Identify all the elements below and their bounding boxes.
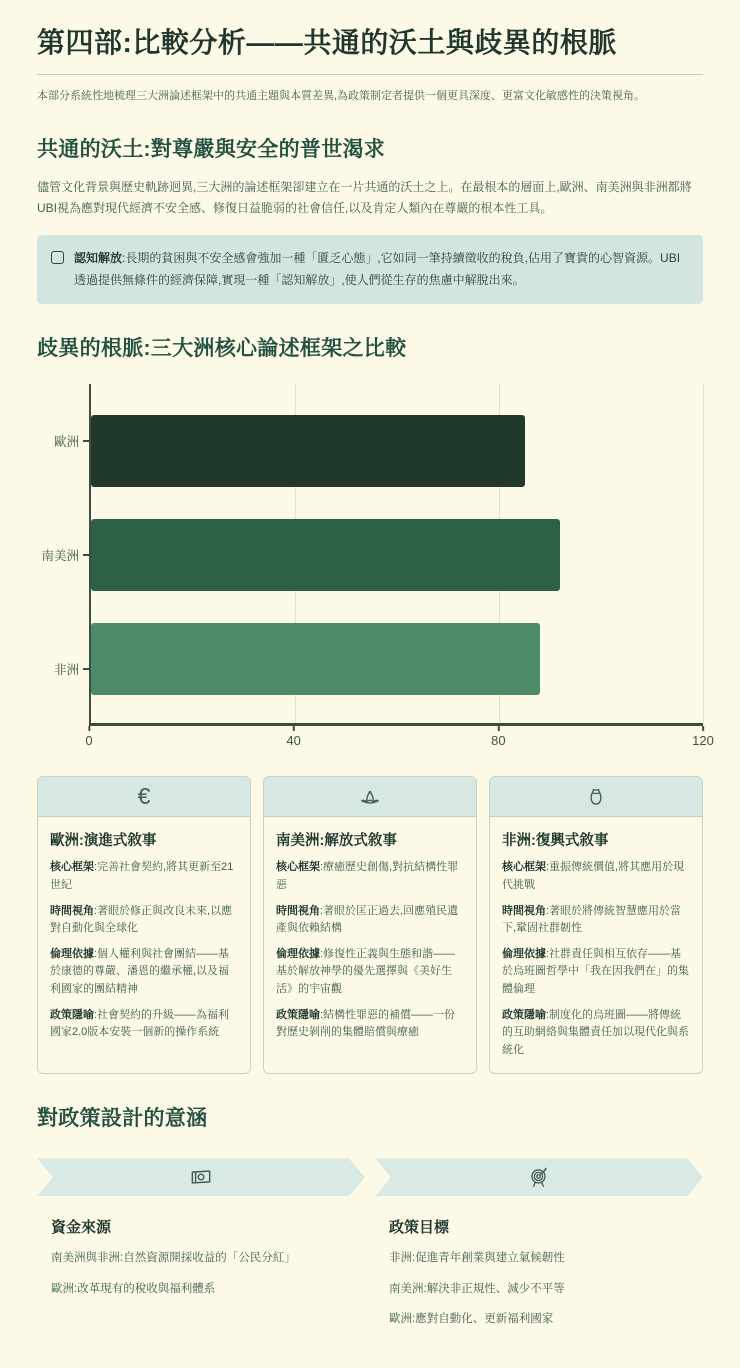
comparison-cards [37, 776, 703, 1074]
card-title: 南美洲:解放式敘事 [276, 833, 397, 850]
common-ground-paragraph: 儘管文化背景與歷史軌跡迥異,三大洲的論述框架卻建立在一片共通的沃土之上。在最根本的層面上,歐洲、南美洲與非洲都將UBI視為應對現代經濟不安全感、修復日益脆弱的社會信任,以及肯定人類內在尊嚴的根本性工具。 [37, 180, 692, 216]
callout-label: 認知解放 [74, 251, 123, 266]
card-europe [37, 776, 251, 1074]
card-title: 歐洲:演進式敘事 [50, 833, 157, 850]
chart-bar-歐洲 [91, 415, 525, 487]
x-axis-tick-label: 120 [692, 733, 714, 749]
policy-item: 非洲:促進青年創業與建立氣候韌性 [389, 1252, 565, 1265]
callout-text: 認知解放:長期的貧困與不安全感會強加一種「匱乏心態」,它如同一筆持續徵收的稅負,佔用了寶貴的心智資源。UBI透過提供無條件的經濟保障,實現一種「認知解放」,使人們從生存的焦慮中解脫出來。 [74, 251, 681, 287]
y-axis-label: 非洲 [37, 612, 89, 726]
chart-plot-area [89, 384, 703, 726]
banknote-icon [188, 1164, 214, 1190]
x-axis-tick-label: 40 [286, 733, 301, 749]
section-heading-policy: 對政策設計的意涵 [37, 1107, 208, 1131]
policy-banners [37, 1158, 703, 1196]
chart-bar-row [91, 607, 703, 711]
callout-cognitive-liberation [37, 235, 703, 304]
card-item: 政策隱喻:結構性罪惡的補償——一份對歷史剝削的集體賠償與療癒 [276, 1008, 456, 1039]
card-south-america-header [264, 777, 476, 817]
card-item: 時間視角:著眼於將傳統智慧應用於當下,鞏固社群韌性 [502, 904, 682, 935]
policy-item: 南美洲與非洲:自然資源開採收益的「公民分紅」 [51, 1252, 296, 1265]
card-africa-body [490, 817, 702, 1073]
intro-paragraph: 本部分系統性地梳理三大洲論述框架中的共通主題與本質差異,為政策制定者提供一個更具深度、更富文化敏感性的決策視角。 [37, 89, 646, 102]
card-europe-body [38, 817, 250, 1055]
banner-goals [375, 1158, 703, 1196]
policy-column-goals [375, 1210, 703, 1328]
note-icon [51, 251, 64, 264]
card-item: 核心框架:重振傳統價值,將其應用於現代挑戰 [502, 861, 685, 891]
card-item: 時間視角:著眼於修正與改良未來,以應對自動化與全球化 [50, 904, 233, 935]
y-axis-label: 歐洲 [37, 384, 89, 498]
policy-item: 歐洲:應對自動化、更新福利國家 [389, 1312, 554, 1325]
section-heading-chart: 歧異的根脈:三大洲核心論述框架之比較 [37, 337, 407, 361]
card-south-america [263, 776, 477, 1074]
card-item: 政策隱喻:制度化的烏班圖——將傳統的互助網絡與集體責任加以現代化與系統化 [502, 1008, 689, 1056]
banner-funding [37, 1158, 365, 1196]
card-africa [489, 776, 703, 1074]
bar-chart [37, 384, 714, 752]
chart-bar-非洲 [91, 623, 540, 695]
policy-item: 歐洲:改革現有的稅收與福利體系 [51, 1282, 216, 1295]
pot-icon [583, 784, 609, 810]
chart-x-axis-labels [85, 726, 714, 752]
card-item: 核心框架:療癒歷史創傷,對抗結構性罪惡 [276, 861, 459, 891]
card-europe-header [38, 777, 250, 817]
card-item: 倫理依據:個人權利與社會團結——基於康德的尊嚴、潘恩的繼承權,以及福利國家的團結精神 [50, 947, 230, 995]
policy-column-title: 政策目標 [389, 1219, 450, 1237]
chart-bar-row [91, 398, 703, 502]
card-item: 倫理依據:修復性正義與生態和諧——基於解放神學的優先選擇與《美好生活》的宇宙觀 [276, 947, 456, 995]
x-axis-tick-label: 80 [491, 733, 506, 749]
card-south-america-body [264, 817, 476, 1055]
chart-bar-南美洲 [91, 519, 560, 591]
policy-columns [37, 1210, 703, 1328]
euro-icon: € [137, 783, 151, 810]
section-heading-common-ground: 共通的沃土:對尊嚴與安全的普世渴求 [37, 138, 386, 162]
chart-gridline [703, 384, 704, 723]
card-item: 政策隱喻:社會契約的升級——為福利國家2.0版本安裝一個新的操作系統 [50, 1008, 230, 1039]
policy-column-funding [37, 1210, 365, 1328]
chart-bar-row [91, 503, 703, 607]
chart-y-axis-labels [37, 384, 89, 726]
card-africa-header [490, 777, 702, 817]
x-axis-tick-label: 0 [85, 733, 93, 749]
target-icon [526, 1164, 552, 1190]
card-title: 非洲:復興式敘事 [502, 833, 609, 850]
card-item: 倫理依據:社群責任與相互依存——基於烏班圖哲學中「我在因我們在」的集體倫理 [502, 947, 689, 995]
policy-column-title: 資金來源 [51, 1219, 112, 1237]
sombrero-icon [357, 784, 383, 810]
y-axis-label: 南美洲 [37, 498, 89, 612]
policy-item: 南美洲:解決非正規性、減少不平等 [389, 1282, 565, 1295]
card-item: 核心框架:完善社會契約,將其更新至21世紀 [50, 861, 234, 891]
card-item: 時間視角:著眼於匡正過去,回應殖民遺產與依賴結構 [276, 904, 459, 935]
page-title: 第四部:比較分析——共通的沃土與歧異的根脈 [37, 27, 617, 58]
page-header [37, 26, 703, 75]
